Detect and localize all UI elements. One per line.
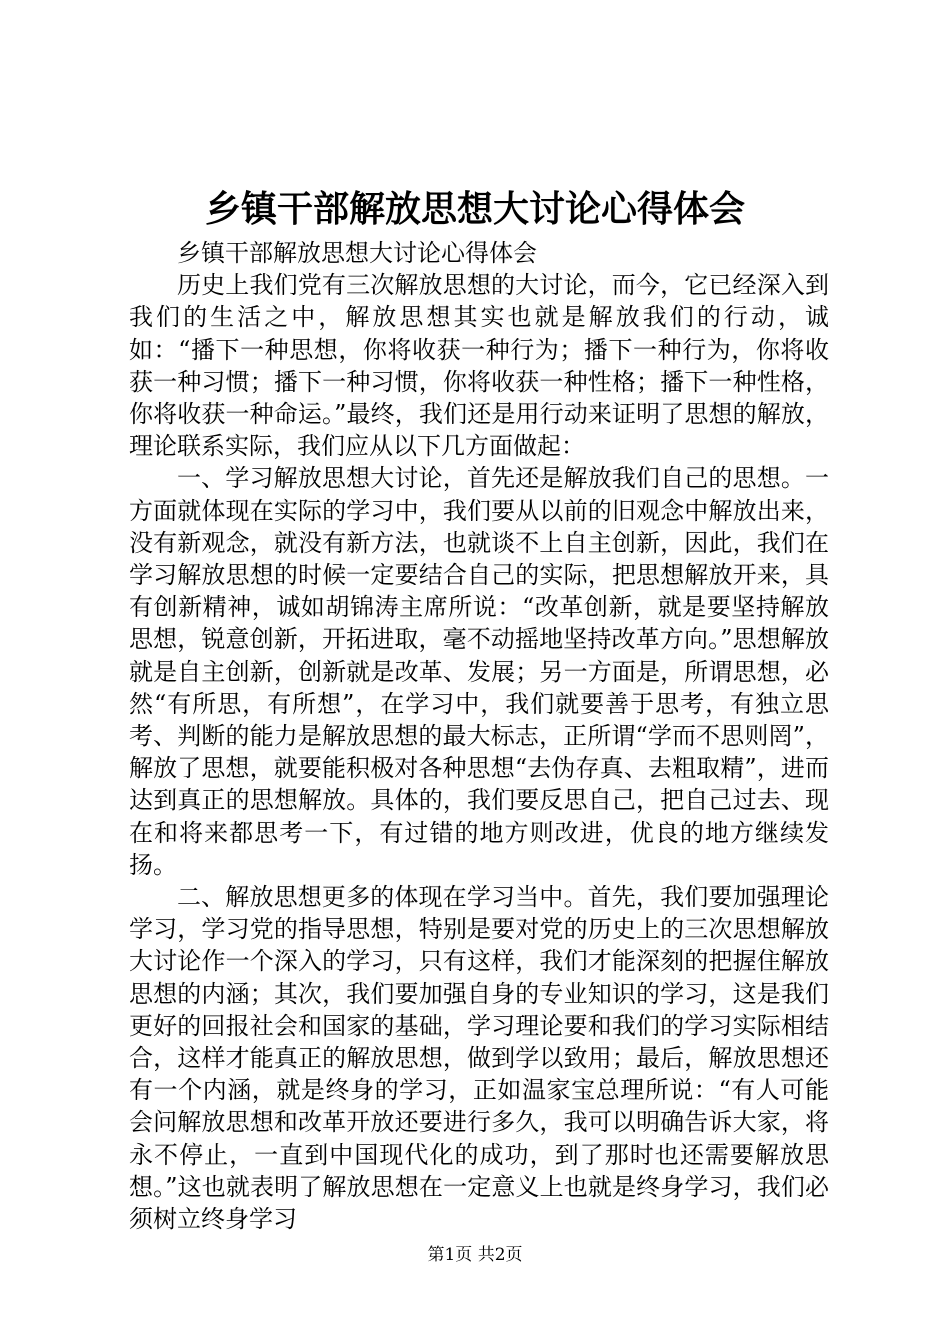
paragraph-point-one: 一、学习解放思想大讨论，首先还是解放我们自己的思想。一方面就体现在实际的学习中，我们要从以前的旧观念中解放出来，没有新观念，就没有新方法，也就谈不上自主创新，因此，我们在学习解放思想的时候一定要结合自己的实际，把思想解放开来，具有创新精神，诚如胡锦涛主席所说：“改革创新，就是要坚持解放思想，锐意创新，开拓进取，毫不动摇地坚持改革方向。”思想解放就是自主创新，创新就是改革、发展；另一方面是，所谓思想，必然“有所思，有所想”，在学习中，我们就要善于思考，有独立思考、判断的能力是解放思想的最大标志，正所谓“学而不思则罔”，解放了思想，就要能积极对各种思想“去伪存真、去粗取精”，进而达到真正的思想解放。具体的，我们要反思自己，把自己过去、现在和将来都思考一下，有过错的地方则改进，优良的地方继续发扬。 (129, 464, 829, 879)
document-title: 乡镇干部解放思想大讨论心得体会 (204, 188, 745, 230)
paragraph-point-two: 二、解放思想更多的体现在学习当中。首先，我们要加强理论学习，学习党的指导思想，特别是要对党的历史上的三次思想解放大讨论作一个深入的学习，只有这样，我们才能深刻的把握住解放思想的内涵；其次，我们要加强自身的专业知识的学习，这是我们更好的回报社会和国家的基础，学习理论要和我们的学习实际相结合，这样才能真正的解放思想，做到学以致用；最后，解放思想还有一个内涵，就是终身的学习，正如温家宝总理所说：“有人可能会问解放思想和改革开放还要进行多久，我可以明确告诉大家，将永不停止，一直到中国现代化的成功，到了那时也还需要解放思想。”这也就表明了解放思想在一定意义上也就是终身学习，我们必须树立终身学习 (129, 883, 829, 1234)
page-number-footer: 第1页 共2页 (427, 1245, 523, 1265)
document-subtitle: 乡镇干部解放思想大讨论心得体会 (177, 239, 537, 267)
paragraph-intro: 历史上我们党有三次解放思想的大讨论，而今，它已经深入到我们的生活之中，解放思想其实也就是解放我们的行动，诚如：“播下一种思想，你将收获一种行为；播下一种行为，你将收获一种习惯；播下一种习惯，你将收获一种性格；播下一种性格，你将收获一种命运。”最终，我们还是用行动来证明了思想的解放，理论联系实际，我们应从以下几方面做起： (129, 271, 829, 461)
document-body (129, 237, 829, 1235)
